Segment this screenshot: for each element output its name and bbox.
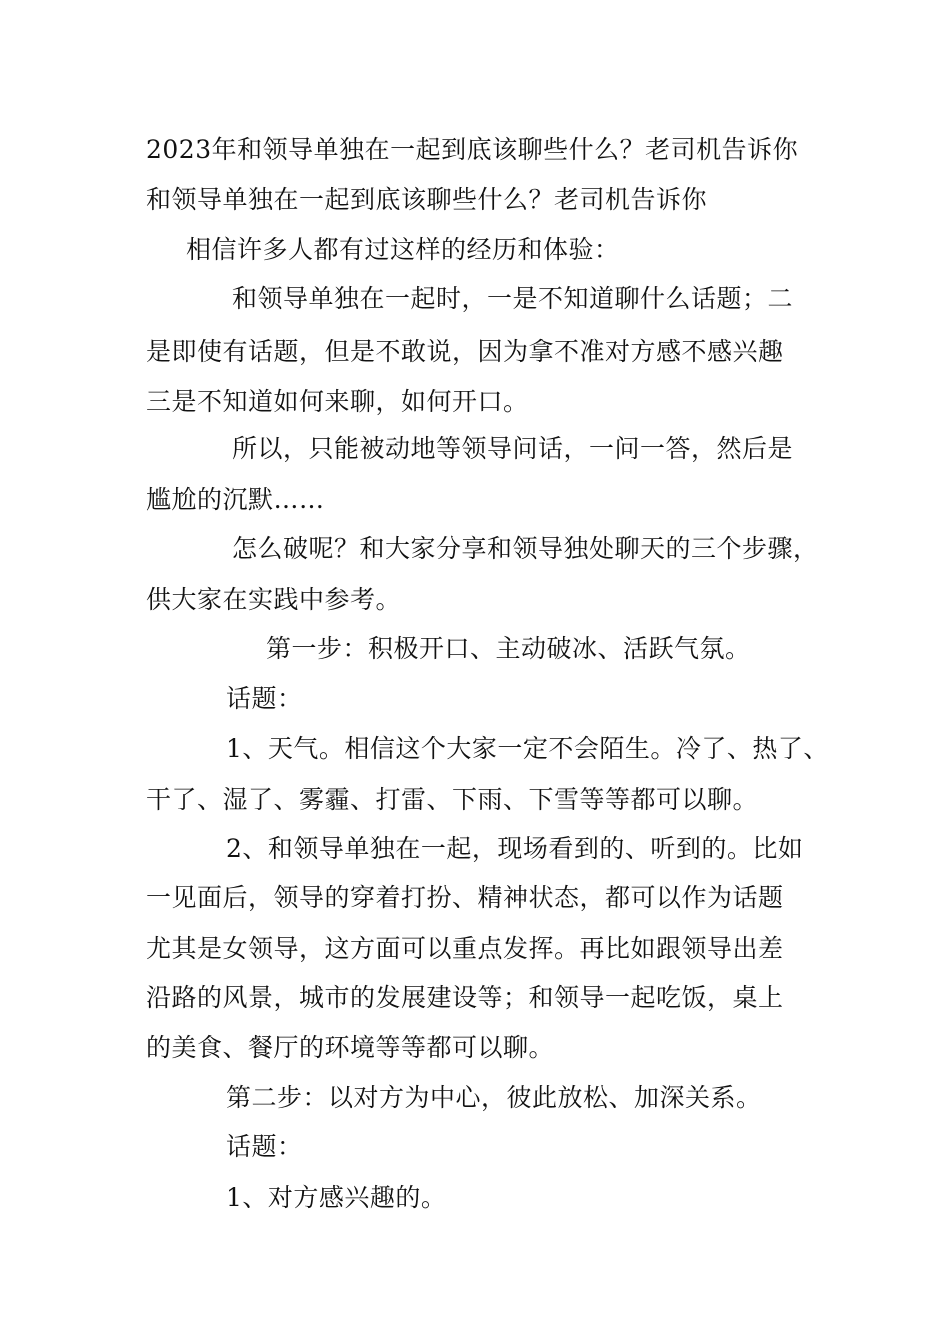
body-line: 三是不知道如何来聊，如何开口。: [146, 387, 529, 416]
document-title: 2023年和领导单独在一起到底该聊些什么？老司机告诉你: [146, 135, 799, 164]
section-heading-step-two: 第二步：以对方为中心，彼此放松、加深关系。: [226, 1083, 762, 1112]
topics-label: 话题：: [226, 1132, 303, 1161]
body-line: 干了、湿了、雾霾、打雷、下雨、下雪等等都可以聊。: [146, 785, 759, 814]
body-line: 2、和领导单独在一起，现场看到的、听到的。比如: [226, 834, 804, 863]
body-line: 所以，只能被动地等领导问话，一问一答，然后是: [232, 434, 794, 463]
body-line: 沿路的风景，城市的发展建设等；和领导一起吃饭，桌上: [146, 983, 784, 1012]
body-line: 一见面后，领导的穿着打扮、精神状态，都可以作为话题: [146, 883, 784, 912]
body-line: 是即使有话题，但是不敢说，因为拿不准对方感不感兴趣: [146, 337, 784, 366]
body-line: 供大家在实践中参考。: [146, 585, 402, 614]
body-line: 1、对方感兴趣的。: [226, 1183, 447, 1212]
body-line: 的美食、餐厅的环境等等都可以聊。: [146, 1033, 555, 1062]
topics-label: 话题：: [226, 684, 303, 713]
body-line: 尴尬的沉默……: [146, 485, 325, 514]
body-line: 尤其是女领导，这方面可以重点发挥。再比如跟领导出差: [146, 934, 784, 963]
document-subtitle: 和领导单独在一起到底该聊些什么？老司机告诉你: [146, 185, 708, 214]
body-line: 1、天气。相信这个大家一定不会陌生。冷了、热了、: [226, 734, 829, 763]
section-heading-step-one: 第一步：积极开口、主动破冰、活跃气氛。: [266, 634, 751, 663]
body-line: 怎么破呢？和大家分享和领导独处聊天的三个步骤，: [232, 534, 819, 563]
body-line: 相信许多人都有过这样的经历和体验：: [186, 235, 620, 264]
body-line: 和领导单独在一起时，一是不知道聊什么话题；二: [232, 284, 794, 313]
